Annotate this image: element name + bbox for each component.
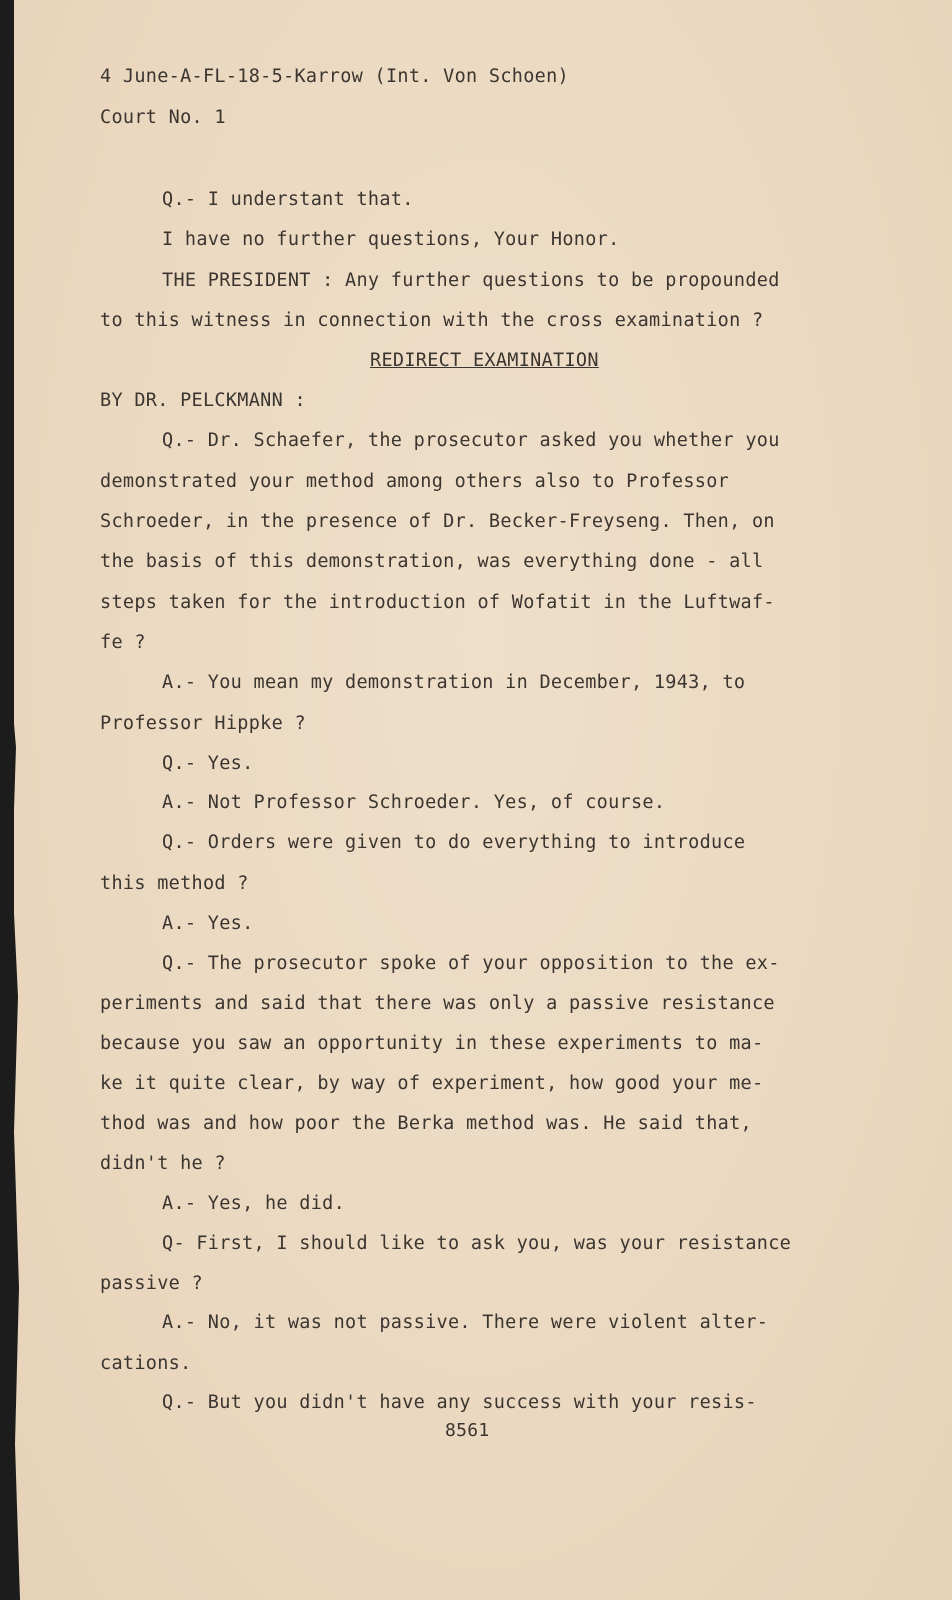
- transcript-line: Q.- The prosecutor spoke of your opposition to the ex-: [162, 953, 780, 974]
- section-heading: REDIRECT EXAMINATION: [370, 350, 599, 371]
- examiner-line: BY DR. PELCKMANN :: [100, 390, 306, 411]
- transcript-line: A.- Yes, he did.: [162, 1193, 346, 1214]
- transcript-line: Q.- I understant that.: [162, 189, 414, 210]
- transcript-line: A.- Not Professor Schroeder. Yes, of course.: [162, 792, 666, 813]
- transcript-line: Q- First, I should like to ask you, was your resistance: [162, 1233, 792, 1254]
- transcript-line: fe ?: [100, 632, 146, 653]
- transcript-line: THE PRESIDENT : Any further questions to be propounded: [162, 270, 780, 291]
- transcript-line: Professor Hippke ?: [100, 713, 306, 734]
- transcript-line: steps taken for the introduction of Wofatit in the Luftwaf-: [100, 592, 775, 613]
- transcript-line: Q.- Yes.: [162, 753, 254, 774]
- transcript-line: A.- You mean my demonstration in December, 1943, to: [162, 672, 746, 693]
- transcript-line: the basis of this demonstration, was everything done - all: [100, 551, 764, 572]
- transcript-line: Q.- But you didn't have any success with your resis-: [162, 1392, 757, 1413]
- transcript-line: didn't he ?: [100, 1153, 226, 1174]
- transcript-line: Schroeder, in the presence of Dr. Becker-Freyseng. Then, on: [100, 511, 775, 532]
- transcript-line: Q.- Orders were given to do everything to introduce: [162, 832, 746, 853]
- transcript-line: I have no further questions, Your Honor.: [162, 229, 620, 250]
- transcript-line: to this witness in connection with the cross examination ?: [100, 310, 764, 331]
- header-court: Court No. 1: [100, 107, 226, 128]
- transcript-line: passive ?: [100, 1273, 203, 1294]
- page-number: 8561: [445, 1420, 490, 1441]
- transcript-line: because you saw an opportunity in these experiments to ma-: [100, 1033, 764, 1054]
- transcript-line: A.- No, it was not passive. There were violent alter-: [162, 1312, 769, 1333]
- transcript-line: demonstrated your method among others also to Professor: [100, 471, 730, 492]
- transcript-line: periments and said that there was only a passive resistance: [100, 993, 775, 1014]
- transcript-line: thod was and how poor the Berka method was. He said that,: [100, 1113, 752, 1134]
- transcript-line: this method ?: [100, 873, 249, 894]
- transcript-line: Q.- Dr. Schaefer, the prosecutor asked you whether you: [162, 430, 780, 451]
- transcript-line: ke it quite clear, by way of experiment, how good your me-: [100, 1073, 764, 1094]
- transcript-line: cations.: [100, 1353, 192, 1374]
- transcript-line: A.- Yes.: [162, 913, 254, 934]
- header-reference: 4 June-A-FL-18-5-Karrow (Int. Von Schoen): [100, 66, 569, 87]
